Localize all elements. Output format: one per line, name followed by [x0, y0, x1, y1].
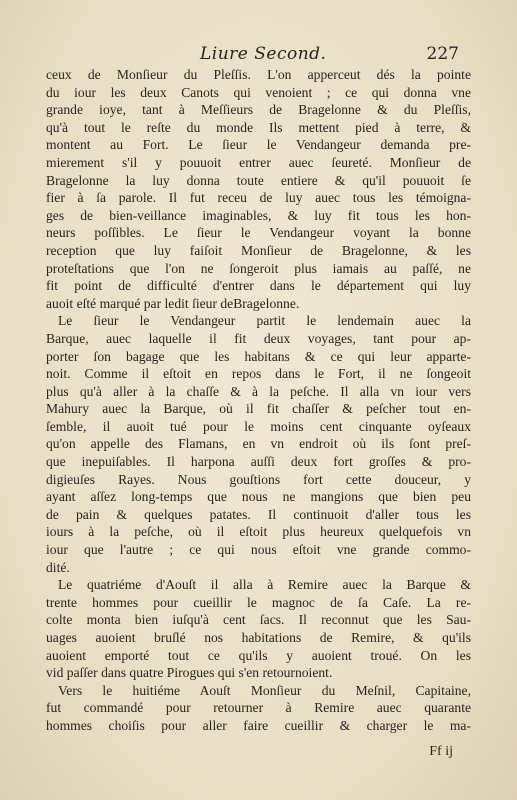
text-line: de pain & quelques patates. Il continuoit d'aller tous les [46, 506, 471, 522]
text-line: Le ſieur le Vendangeur partit le lendemain auec la [58, 313, 471, 329]
text-line: digieuſes Rayes. Nous gouſtions fort cette douceur, y [46, 471, 471, 487]
text-line: trente hommes pour cueillir le magnoc de ſa Caſe. La re- [46, 594, 471, 610]
text-line: fier à ſa parole. Il fut receu de luy auec tous les témoigna- [46, 190, 471, 206]
text-line: auoient emporté tout ce qu'ils y auoient troué. On les [46, 647, 471, 663]
text-line: dité. [46, 559, 70, 575]
text-line: Barque, auec laquelle il fit deux voyages, tant pour ap- [46, 330, 471, 346]
text-line: fit point de difficulté d'entrer dans le département qui luy [46, 278, 471, 294]
body-text [46, 66, 471, 735]
text-line: noit. Comme il eſtoit en repos dans le Fort, il ne ſongeoit [46, 366, 471, 382]
text-line: hommes choiſis pour aller faire cueillir & charger le ma- [46, 717, 471, 733]
text-line: mierement s'il y pouuoit entrer auec ſeureté. Monſieur de [46, 154, 471, 170]
text-line: fut commandé pour retourner à Remire auec quarante [46, 700, 471, 716]
text-line: ceux de Monſieur du Pleſſis. L'on apperceut dés la pointe [46, 67, 471, 82]
text-line: ſemble, il auoit tué pour le moins cent cinquante oyſeaux [46, 418, 471, 434]
text-line: que inepuiſables. Il harpona auſſi deux fort groſſes & pro- [46, 454, 471, 470]
page-header [0, 44, 517, 66]
text-line: porter ſon bagage que les habitans & ce qui leur apparte- [46, 348, 471, 364]
text-line: qu'on appelle des Flamans, en vn endroit où ils ſont preſ- [46, 436, 471, 452]
text-line: Vers le huitiéme Aouſt Monſieur du Meſnil, Capitaine, [58, 682, 471, 698]
text-line: Mahury auec la Barque, où il fit chaſſer & peſcher tout en- [46, 401, 471, 417]
text-line: iours à la peſche, où il eſtoit plus heureux quelquefois vn [46, 524, 471, 540]
text-line: du iour les deux Canots qui venoient ; ce qui donna vne [46, 84, 471, 100]
text-line: Le quatriéme d'Aouſt il alla à Remire auec la Barque & [58, 577, 471, 593]
text-line: colte monta bien iuſqu'à cent ſacs. Il reconnut que les Sau- [46, 612, 471, 628]
text-line: auoit eſté marqué par ledit ſieur deBragelonne. [46, 295, 300, 311]
text-line: montent au Fort. Le ſieur le Vendangeur demanda pre- [46, 137, 471, 153]
text-line: ges de bien-veillance imaginables, & luy fit tous les hon- [46, 207, 471, 223]
text-line: Bragelonne la luy donna toute entiere & qu'il pouuoit ſe [46, 172, 471, 188]
text-line: iour que l'autre ; ce qui nous eſtoit vne grande commo- [46, 542, 471, 558]
text-line: plus qu'à aller à la chaſſe & à la peſche. Il alla vn iour vers [46, 383, 471, 399]
text-line: grande ioye, tant à Meſſieurs de Bragelonne & du Pleſſis, [46, 102, 471, 118]
text-line: proteſtations que l'on ne ſongeroit plus iamais au paſſé, ne [46, 260, 471, 276]
running-title: Liure Second. [200, 44, 327, 64]
signature-mark: Ff ij [429, 744, 453, 759]
text-line: neurs poſſibles. Le ſieur le Vendangeur voyant la bonne [46, 225, 471, 241]
text-line: uages auoient bruſlé nos habitations de Remire, & qu'ils [46, 630, 471, 645]
page-number: 227 [426, 44, 459, 64]
text-line: qu'à tout le reſte du monde Ils mettent pied à terre, & [46, 119, 471, 135]
text-line: ayant aſſez long-temps que nous ne mangions que bien peu [46, 489, 471, 505]
text-line: vid paſſer dans quatre Pirogues qui s'en retournoient. [46, 665, 333, 681]
text-line: reception que luy faiſoit Monſieur de Bragelonne, & les [46, 242, 471, 258]
